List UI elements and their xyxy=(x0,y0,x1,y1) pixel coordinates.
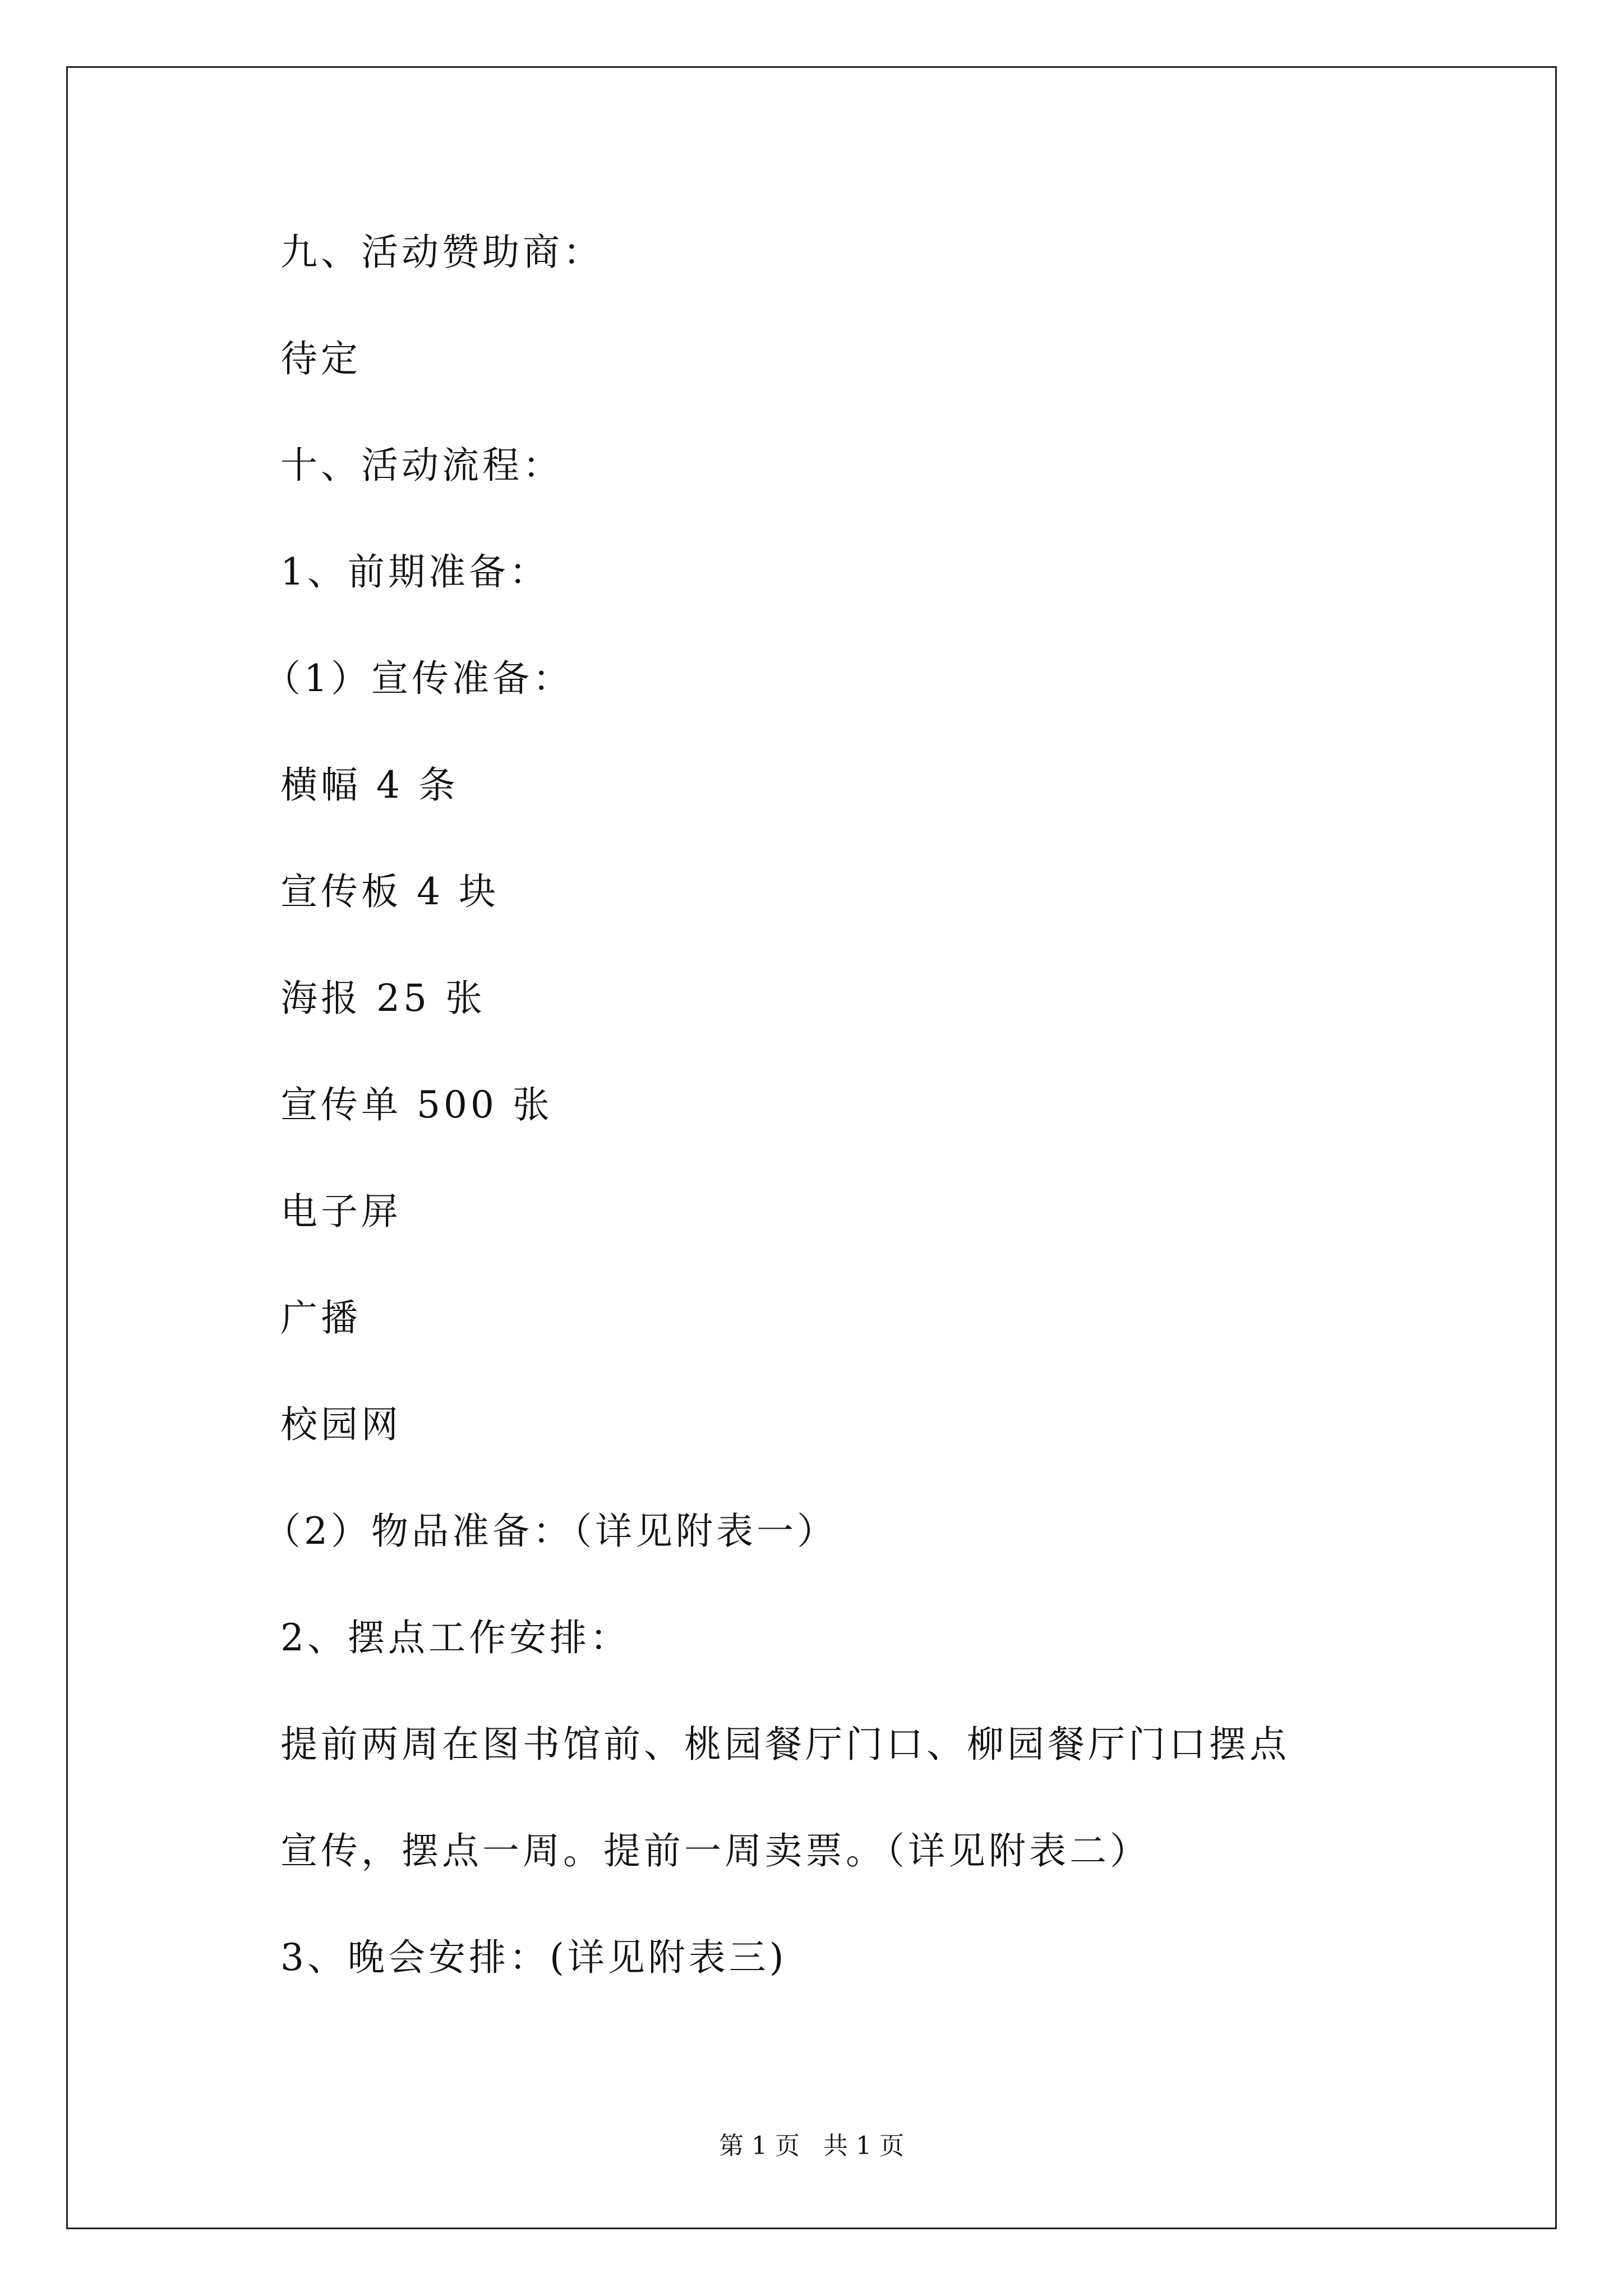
booth-paragraph-line-2: 宣传，摆点一周。提前一周卖票。（详见附表二） xyxy=(280,1829,1150,1872)
sponsor-value: 待定 xyxy=(280,337,361,380)
list-item-flyers: 宣传单 500 张 xyxy=(280,1083,553,1126)
step-3-heading: 3、晚会安排：(详见附表三) xyxy=(280,1936,787,1979)
list-item-campus-web: 校园网 xyxy=(280,1403,402,1446)
section-9-heading: 九、活动赞助商： xyxy=(280,231,603,274)
supplies-prep-heading: （2）物品准备：（详见附表一） xyxy=(264,1510,837,1553)
step-1-heading: 1、前期准备： xyxy=(280,550,550,593)
list-item-banners: 横幅 4 条 xyxy=(280,763,459,807)
list-item-boards: 宣传板 4 块 xyxy=(280,870,499,913)
list-item-screen: 电子屏 xyxy=(280,1190,402,1233)
booth-paragraph-line-1: 提前两周在图书馆前、桃园餐厅门口、柳园餐厅门口摆点 xyxy=(280,1723,1290,1766)
section-10-heading: 十、活动流程： xyxy=(280,444,563,487)
list-item-posters: 海报 25 张 xyxy=(280,977,486,1020)
page-border xyxy=(66,66,1557,2229)
publicity-prep-heading: （1）宣传准备： xyxy=(264,657,573,700)
step-2-heading: 2、摆点工作安排： xyxy=(280,1616,630,1659)
list-item-broadcast: 广播 xyxy=(280,1296,361,1340)
page-number-footer: 第 1 页 共 1 页 xyxy=(719,2132,904,2160)
